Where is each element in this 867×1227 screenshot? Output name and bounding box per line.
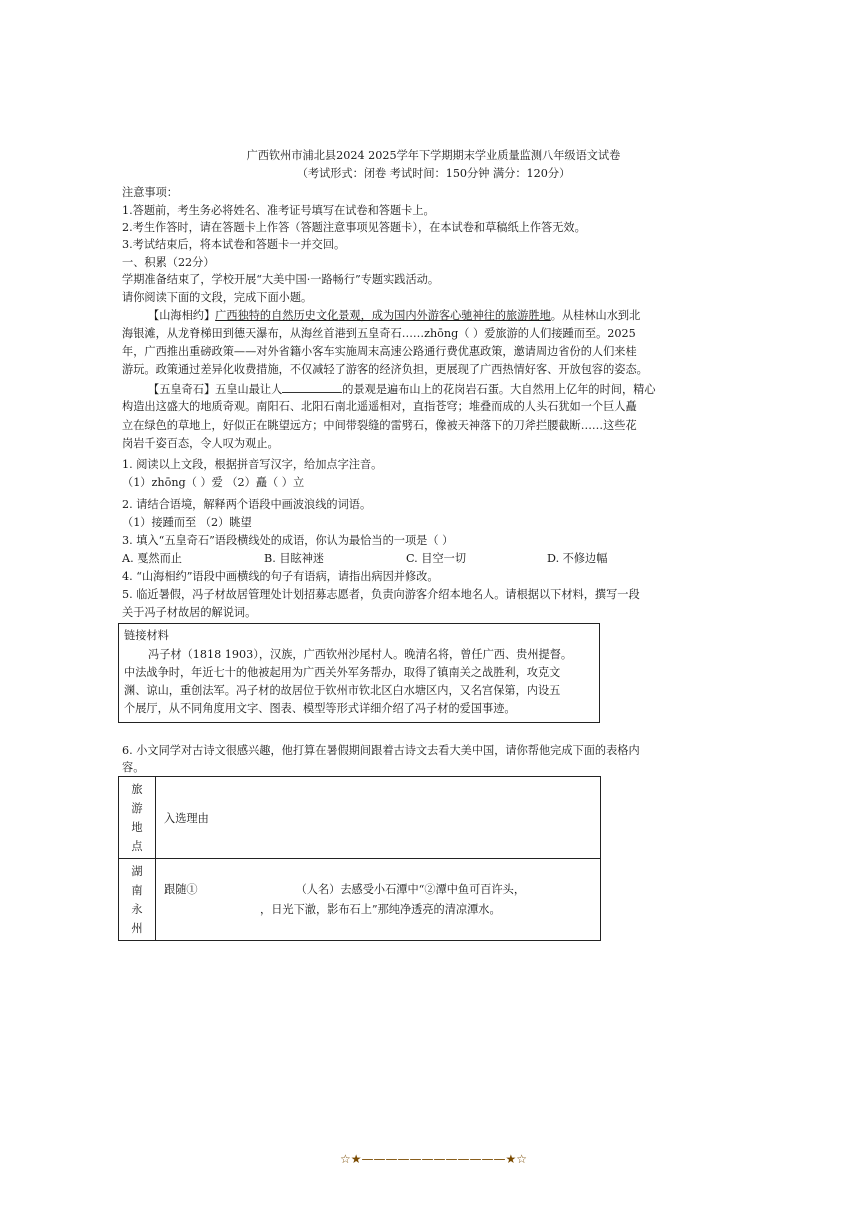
row-cell-location xyxy=(119,859,156,941)
section-intro-1: 学期准备结束了，学校开展“大美中国·一路畅行”专题实践活动。 xyxy=(122,273,440,286)
question-6-line-1: 6. 小文同学对古诗文很感兴趣，他打算在暑假期间跟着古诗文去看大美中国，请你帮他完成下面的表格内 xyxy=(122,744,640,757)
exam-subtitle: （考试形式：闭卷 考试时间：150分钟 满分：120分） xyxy=(296,167,571,180)
note-item-1: 1.答题前，考生务必将姓名、准考证号填写在试卷和答题卡上。 xyxy=(122,204,435,217)
question-3: 3. 填入“五皇奇石”语段横线处的成语，你认为最恰当的一项是（ ） xyxy=(122,534,454,547)
header-cell-reason xyxy=(156,777,601,859)
row-char: 南 xyxy=(131,883,143,897)
passage-1-line-3: 年，广西推出重磅政策——对外省籍小客车实施周末高速公路通行费优惠政策，邀请周边省份的人们来桂 xyxy=(122,345,637,358)
exam-title: 广西钦州市浦北县2024 2025学年下学期期末学业质量监测八年级语文试卷 xyxy=(246,149,621,162)
header-reason-label: 入选理由 xyxy=(164,811,209,825)
row-char: 永 xyxy=(131,902,143,916)
option-b: B. 目眩神迷 xyxy=(264,552,325,565)
passage-1-label: 【山海相约】 xyxy=(148,309,216,322)
notes-heading: 注意事项： xyxy=(122,186,178,199)
link-material-title: 链接材料 xyxy=(124,629,169,642)
fill-in-blank[interactable] xyxy=(282,380,342,393)
question-6-line-2: 容。 xyxy=(122,761,145,774)
question-2: 2. 请结合语境，解释两个语段中画波浪线的词语。 xyxy=(122,498,372,511)
table-header-row xyxy=(119,777,601,859)
header-char: 游 xyxy=(131,801,143,815)
row-reason-line-1 xyxy=(164,880,600,900)
footer-decoration: ☆★————————————★☆ xyxy=(339,1152,528,1166)
question-1: 1. 阅读以上文段，根据拼音写汉字，给加点字注音。 xyxy=(122,458,383,471)
section-heading: 一、积累（22分） xyxy=(122,256,215,269)
option-d: D. 不修边幅 xyxy=(547,552,608,565)
header-char: 旅 xyxy=(131,782,143,796)
question-5-line-1: 5. 临近暑假，冯子材故居管理处计划招募志愿者，负责向游客介绍本地名人。请根据以下材料，撰写一段 xyxy=(122,588,640,601)
link-material-line-3: 渊、谅山，重创法军。冯子材的故居位于钦州市钦北区白水塘区内，又名宫保第，内设五 xyxy=(124,684,561,697)
row-reason-prefix: 跟随① xyxy=(164,882,198,896)
question-4: 4. “山海相约”语段中画横线的句子有语病，请指出病因并修改。 xyxy=(122,570,439,583)
travel-table xyxy=(118,776,601,941)
row-char: 湖 xyxy=(131,864,143,878)
question-1-options: （1）zhōng（ ）爱 （2）矗（ ）立 xyxy=(122,476,305,489)
note-item-2: 2.考生作答时，请在答题卡上作答（答题注意事项见答题卡），在本试卷和草稿纸上作答无效。 xyxy=(122,221,586,234)
table-row xyxy=(119,859,601,941)
option-c: C. 目空一切 xyxy=(406,552,467,565)
underlined-sentence: 广西独特的自然历史文化景观，成为国内外游客心驰神往的旅游胜地 xyxy=(215,309,551,322)
passage-2-line-1b: 的景观是遍布山上的花岗岩石蛋。大自然用上亿年的时间，精心 xyxy=(342,383,656,396)
link-material-line-4: 个展厅，从不同角度用文字、图表、模型等形式详细介绍了冯子材的爱国事迹。 xyxy=(124,702,516,715)
section-intro-2: 请你阅读下面的文段，完成下面小题。 xyxy=(122,291,313,304)
header-cell-location xyxy=(119,777,156,859)
passage-1-line-4: 游玩。政策通过差异化收费措施，不仅减轻了游客的经济负担，更展现了广西热情好客、开放包容的姿态。 xyxy=(122,363,648,376)
passage-1-line-2: 海银滩，从龙脊梯田到德天瀑布，从海丝首港到五皇奇石……zhōng（ ）爱旅游的人们接踵而至。2025 xyxy=(122,327,636,340)
question-5-line-2: 关于冯子材故居的解说词。 xyxy=(122,606,257,619)
row-cell-reason[interactable] xyxy=(156,859,601,941)
header-char: 点 xyxy=(131,839,143,853)
passage-2-line-4: 岗岩千姿百态，令人叹为观止。 xyxy=(122,437,279,450)
row-char: 州 xyxy=(131,921,143,935)
passage-2-line-1a: 五皇山最让人 xyxy=(215,383,283,396)
passage-2-line-1 xyxy=(148,380,656,399)
question-2-options: （1）接踵而至 （2）眺望 xyxy=(122,516,252,529)
passage-1-line-1 xyxy=(148,307,640,325)
row-reason-line-2: ，日光下澈，影布石上”那纯净透亮的清凉潭水。 xyxy=(260,902,501,916)
option-a: A. 戛然而止 xyxy=(122,552,182,565)
note-item-3: 3.考试结束后，将本试卷和答题卡一并交回。 xyxy=(122,238,346,251)
header-char: 地 xyxy=(131,820,143,834)
link-material-line-1: 冯子材（1818 1903），汉族，广西钦州沙尾村人。晚清名将，曾任广西、贵州提督。 xyxy=(148,648,573,661)
passage-2-line-2: 构造出这盛大的地质奇观。南阳石、北阳石南北遥遥相对，直指苍穹；堆叠而成的人头石犹如一个巨人矗 xyxy=(122,400,637,413)
passage-2-line-3: 立在绿色的草地上，好似正在眺望远方；中间带裂缝的雷劈石，像被天神落下的刀斧拦腰截断……这些花 xyxy=(122,419,637,432)
link-material-line-2: 中法战争时，年近七十的他被起用为广西关外军务帮办，取得了镇南关之战胜利，攻克文 xyxy=(124,666,561,679)
row-reason-suffix: （人名）去感受小石潭中“②潭中鱼可百许头， xyxy=(295,882,526,896)
passage-1-line-1-rest: 。从桂林山水到北 xyxy=(550,309,641,322)
passage-2-label: 【五皇奇石】 xyxy=(148,383,216,396)
